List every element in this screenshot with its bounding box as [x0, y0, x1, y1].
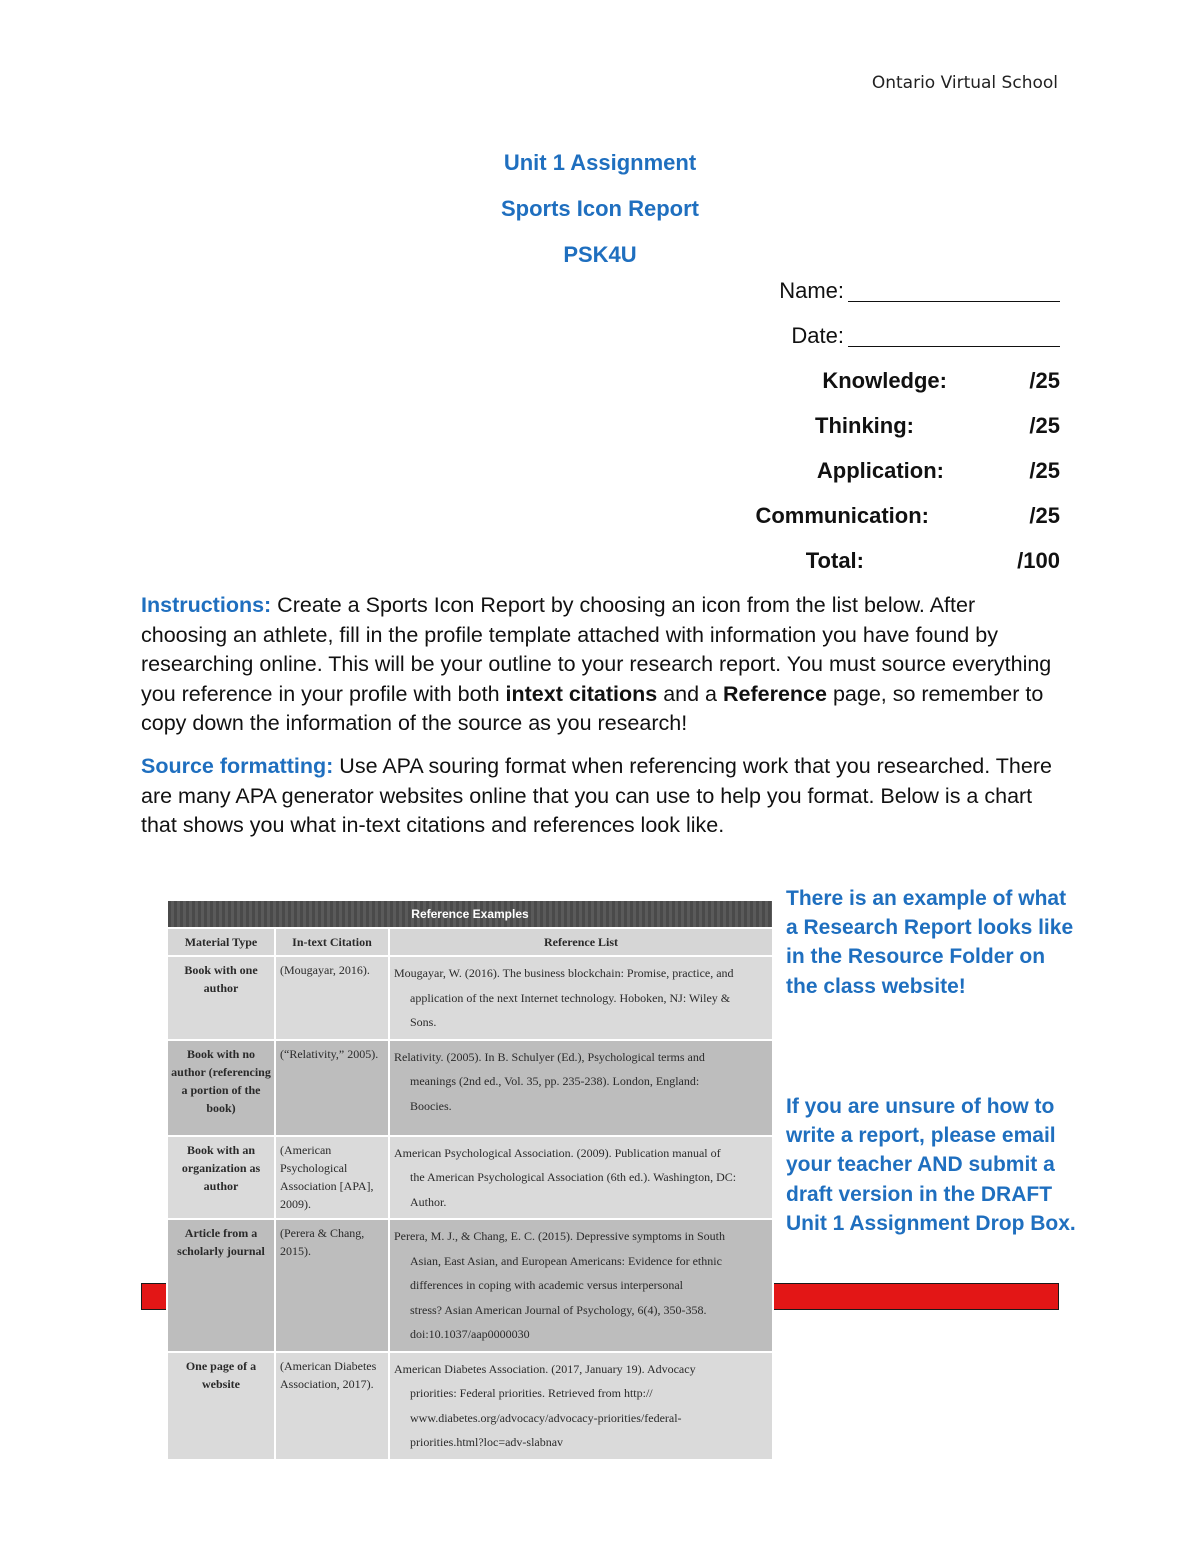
reference-line: Boocies.: [410, 1098, 452, 1113]
material-type-cell: Book with one author: [167, 956, 275, 1040]
reference-line: Sons.: [410, 1015, 437, 1029]
reference-cell: [389, 1219, 773, 1352]
date-line[interactable]: [848, 323, 1060, 347]
reference-line: Relativity. (2005). In B. Schulyer (Ed.), Psychological terms and: [394, 1049, 705, 1064]
table-row: [167, 1040, 773, 1136]
reference-line: Asian, East Asian, and European Americans: Evidence for ethnic: [410, 1253, 722, 1268]
reference-line: American Psychological Association. (2009). Publication manual of: [394, 1145, 721, 1160]
reference-term: Reference: [722, 681, 827, 706]
material-type-cell: Book with no author (referencing a portion of the book): [167, 1040, 275, 1136]
instructions-text: and a: [657, 681, 723, 706]
score-max: /25: [1029, 413, 1060, 438]
score-label: Knowledge:: [822, 368, 947, 393]
title-block: [0, 140, 1200, 278]
instructions-lead: Instructions:: [141, 593, 272, 617]
course-code: PSK4U: [563, 242, 637, 267]
source-formatting-text: Use APA souring format when referencing work that you researched. There are many APA generator websites online that you can use to help you format. Below is a chart that shows you what in-text citations and references look like.: [141, 754, 1052, 837]
header-school-name: Ontario Virtual School: [871, 73, 1058, 93]
reference-cell: [389, 1136, 773, 1220]
red-bar-left: [141, 1283, 169, 1310]
instructions-paragraph: [141, 591, 1061, 739]
material-type-cell: One page of a website: [167, 1352, 275, 1460]
table-title: Reference Examples: [167, 900, 773, 928]
score-label: Thinking:: [815, 413, 914, 438]
date-field[interactable]: [600, 323, 1060, 368]
name-label: Name:: [779, 278, 844, 303]
score-label: Total:: [805, 548, 864, 573]
score-label: Application:: [816, 458, 944, 483]
reference-line: application of the next Internet technology. Hoboken, NJ: Wiley &: [410, 990, 731, 1005]
column-header: Material Type: [167, 928, 275, 956]
score-max: /100: [1017, 548, 1060, 573]
draft-submission-note: If you are unsure of how to write a report, please email your teacher AND submit a draft version in the DRAFT Unit 1 Assignment Drop Box.: [786, 1095, 1076, 1235]
reference-line: doi:10.1037/aap0000030: [410, 1327, 530, 1341]
column-header: Reference List: [389, 928, 773, 956]
score-total: [600, 548, 1060, 593]
reference-line: Mougayar, W. (2016). The business blockchain: Promise, practice, and: [394, 966, 734, 980]
table-row: [167, 1352, 773, 1460]
reference-line: www.diabetes.org/advocacy/advocacy-priorities/federal-: [410, 1410, 682, 1425]
table-row: [167, 1136, 773, 1220]
source-formatting-lead: Source formatting:: [141, 754, 334, 778]
reference-line: the American Psychological Association (6th ed.). Washington, DC:: [410, 1170, 737, 1184]
score-thinking: [600, 413, 1060, 458]
name-line[interactable]: [848, 278, 1060, 302]
reference-line: meanings (2nd ed., Vol. 35, pp. 235-238). London, England:: [410, 1074, 700, 1088]
reference-line: priorities.html?loc=adv-slabnav: [410, 1435, 564, 1449]
citation-cell: (“Relativity,” 2005).: [275, 1040, 389, 1136]
score-max: /25: [1029, 503, 1060, 528]
citation-cell: (Mougayar, 2016).: [275, 956, 389, 1040]
date-label: Date:: [791, 323, 844, 348]
instructions-text: page, so remember to copy down the information of the source as you research!: [141, 681, 1044, 735]
red-bar-right: [772, 1283, 1059, 1310]
source-formatting-paragraph: [141, 752, 1061, 841]
score-application: [600, 458, 1060, 503]
reference-line: differences in coping with academic versus interpersonal: [410, 1278, 684, 1292]
reference-line: stress? Asian American Journal of Psychology, 6(4), 350-358.: [410, 1302, 707, 1317]
research-report-note: There is an example of what a Research Report looks like in the Resource Folder on the class website!: [786, 887, 1074, 998]
intext-citations-term: intext citations: [505, 681, 658, 706]
reference-line: American Diabetes Association. (2017, January 19). Advocacy: [394, 1361, 696, 1376]
table-row: [167, 956, 773, 1040]
material-type-cell: Book with an organization as author: [167, 1136, 275, 1220]
student-fields: [600, 278, 1060, 593]
score-max: /25: [1029, 458, 1060, 483]
assignment-title: Unit 1 Assignment: [503, 150, 697, 175]
score-communication: [600, 503, 1060, 548]
column-header: In-text Citation: [275, 928, 389, 956]
instructions-text: Create a Sports Icon Report by choosing an icon from the list below. After choosing an athlete, fill in the profile template attached with information you have found by researching online. This will be your outline to your research report. You must source everything you reference in your profile with both: [141, 593, 1052, 706]
report-title: Sports Icon Report: [500, 196, 699, 221]
reference-line: Perera, M. J., & Chang, E. C. (2015). Depressive symptoms in South: [394, 1229, 725, 1243]
citation-cell: (American Psychological Association [APA], 2009).: [275, 1136, 389, 1220]
reference-line: priorities: Federal priorities. Retrieved from http://: [410, 1386, 653, 1400]
reference-cell: [389, 1040, 773, 1136]
score-max: /25: [1029, 368, 1060, 393]
citation-cell: (Perera & Chang, 2015).: [275, 1219, 389, 1352]
score-knowledge: [600, 368, 1060, 413]
score-label: Communication:: [755, 503, 929, 528]
reference-examples-table: [166, 899, 774, 1461]
reference-cell: [389, 1352, 773, 1460]
reference-line: Author.: [410, 1194, 447, 1209]
table-row: [167, 1219, 773, 1352]
name-field[interactable]: [600, 278, 1060, 323]
citation-cell: (American Diabetes Association, 2017).: [275, 1352, 389, 1460]
material-type-cell: Article from a scholarly journal: [167, 1219, 275, 1352]
reference-cell: [389, 956, 773, 1040]
